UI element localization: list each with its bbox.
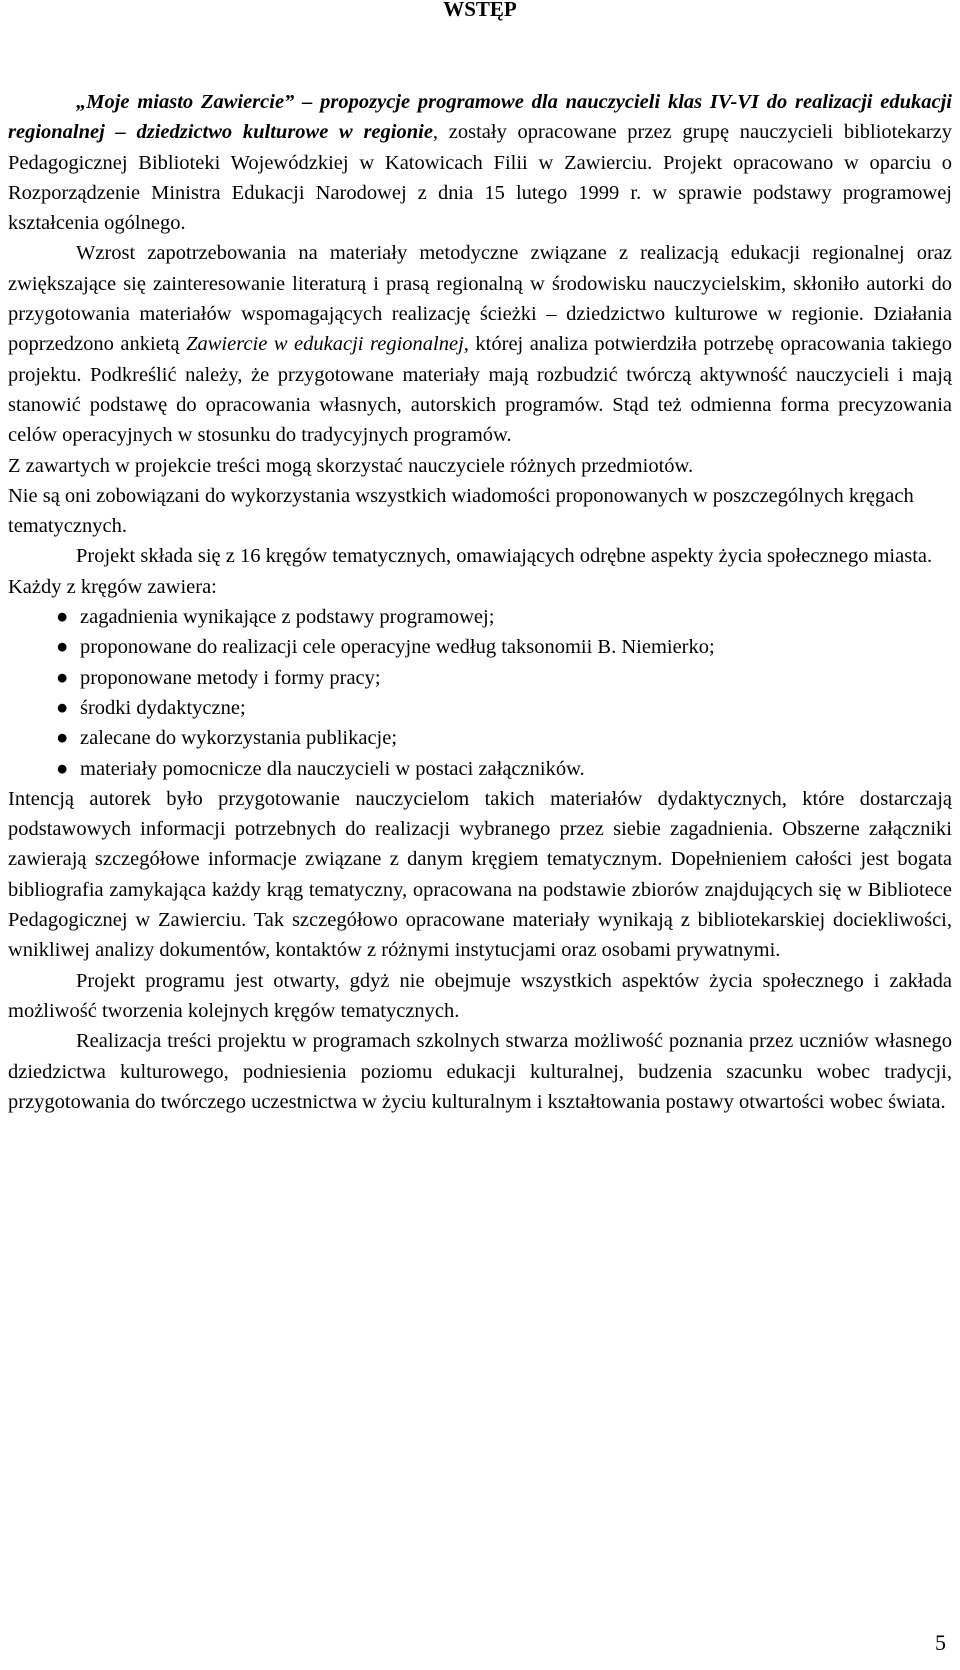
list-item: ● zalecane do wykorzystania publikacje; (8, 723, 952, 753)
document-body (8, 87, 952, 1117)
paragraph-motivation (8, 238, 952, 450)
paragraph-intro-text: , zostały opracowane przez grupę nauczycieli bibliotekarzy Pedagogicznej Biblioteki Wojewódzkiej w Katowicach Filii w Zawierciu. Projekt opracowano w oparciu o Rozporządzenie Ministra Edukacji Narodowej z dnia 15 lutego 1999 r. w sprawie podstawy programowej kształcenia ogólnego. (8, 121, 952, 235)
list-item: ● proponowane do realizacji cele operacyjne według taksonomii B. Niemierko; (8, 632, 952, 662)
paragraph-realization: Realizacja treści projektu w programach szkolnych stwarza możliwość poznania przez uczniów własnego dziedzictwa kulturowego, podniesienia poziomu edukacji kulturalnej, budzenia szacunku wobec tradycji, przygotowania do twórczego uczestnictwa w życiu kulturalnym i kształtowania postawy otwartości wobec świata. (8, 1030, 952, 1113)
circle-contents-list (8, 602, 952, 784)
page-number: 5 (935, 1630, 946, 1655)
program-title: „Moje miasto Zawiercie” – propozycje programowe dla nauczycieli klas IV-VI do realizacji edukacji regionalnej – dziedzictwo kulturowe w regionie (8, 91, 952, 144)
paragraph-structure: Projekt składa się z 16 kręgów tematycznych, omawiających odrębne aspekty życia społecznego miasta. Każdy z kręgów zawiera: (8, 545, 933, 598)
survey-title: Zawiercie w edukacji regionalnej (186, 333, 464, 356)
bullet-icon: ● (56, 757, 69, 780)
paragraph-motivation-text-b: , której analiza potwierdziła potrzebę opracowania takiego projektu. Podkreślić należy, że przygotowane materiały mają rozbudzić twórczą aktywność nauczycieli i mają stanowić podstawę do opracowania własnych, autorskich programów. Stąd też odmienna forma precyzowania celów operacyjnych w stosunku do tradycyjnych programów. (8, 333, 952, 447)
paragraph-intention: Intencją autorek było przygotowanie nauczycielom takich materiałów dydaktycznych, które dostarczają podstawowych informacji potrzebnych do realizacji wybranego przez siebie zagadnienia. Obszerne załączniki zawierają szczegółowe informacje związane z danym kręgiem tematycznym. Dopełnieniem całości jest bogata bibliografia zamykająca każdy krąg tematyczny, opracowana na podstawie zbiorów znajdujących się w Bibliotece Pedagogicznej w Zawierciu. Tak szczegółowo opracowane materiały wynikają z bibliotekarskiej dociekliwości, wnikliwej analizy dokumentów, kontaktów z różnymi instytucjami oraz osobami prywatnymi. (8, 787, 952, 962)
page-title: WSTĘP (443, 0, 517, 21)
paragraph-open-project: Projekt programu jest otwarty, gdyż nie obejmuje wszystkich aspektów życia społecznego i zakłada możliwość tworzenia kolejnych kręgów tematycznych. (8, 969, 952, 1022)
bullet-icon: ● (56, 696, 69, 719)
document-page (8, 0, 952, 1670)
paragraph-obligation: Nie są oni zobowiązani do wykorzystania wszystkich wiadomości proponowanych w poszczególnych kręgach tematycznych. (8, 484, 914, 538)
bullet-icon: ● (56, 727, 69, 750)
list-item: ● proponowane metody i formy pracy; (8, 663, 952, 693)
paragraph-intro (8, 87, 952, 238)
list-item: ● zagadnienia wynikające z podstawy programowej; (8, 602, 952, 632)
bullet-icon: ● (56, 666, 69, 689)
bullet-icon: ● (56, 606, 69, 629)
paragraph-teachers: Z zawartych w projekcie treści mogą skorzystać nauczyciele różnych przedmiotów. (8, 454, 694, 477)
paragraph-motivation-text-a: Wzrost zapotrzebowania na materiały metodyczne związane z realizacją edukacji regionalnej oraz zwiększające się zainteresowanie literaturą i prasą regionalną w środowisku nauczycielskim, skłoniło autorki do przygotowania materiałów wspomagających realizację ścieżki – dziedzictwo kulturowe w regionie. Działania poprzedzono ankietą (8, 242, 952, 356)
bullet-icon: ● (56, 636, 69, 659)
list-item: ● materiały pomocnicze dla nauczycieli w postaci załączników. (8, 754, 952, 784)
list-item: ● środki dydaktyczne; (8, 693, 952, 723)
